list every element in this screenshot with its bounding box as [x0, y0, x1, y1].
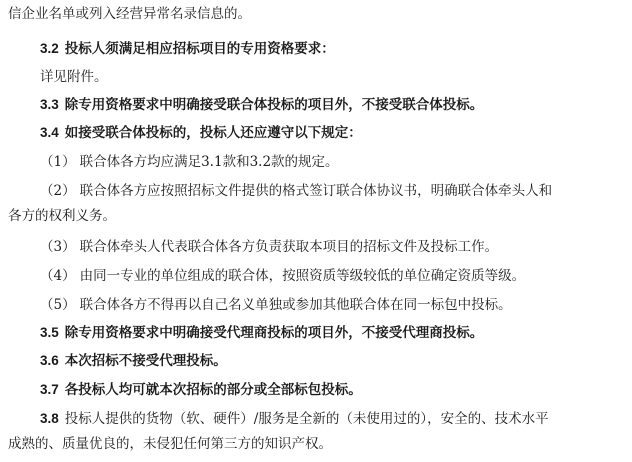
line-1 — [8, 4, 251, 24]
line-1-text: 信企业名单或列入经营异常名录信息的。 — [8, 6, 251, 22]
clause-3-5-text: 除专用资格要求中明确接受代理商投标的项目外，不接受代理商投标。 — [64, 325, 484, 341]
clause-3-4-text: 如接受联合体投标的，投标人还应遵守以下规定： — [64, 125, 362, 141]
clause-3-2 — [40, 39, 335, 59]
sub-item-3-text: 联合体牵头人代表联合体各方负责获取本项目的招标文件及投标工作。 — [79, 239, 499, 255]
sub-item-4-text: 由同一专业的单位组成的联合体，按照资质等级较低的单位确定资质等级。 — [79, 268, 526, 284]
clause-3-8-continuation — [8, 434, 332, 454]
sub-item-2-text: 联合体各方应按照招标文件提供的格式签订联合体协议书，明确联合体牵头人和 — [79, 183, 553, 199]
sub-item-4-number: （4） — [40, 268, 76, 284]
sub-item-4 — [40, 266, 525, 286]
clause-3-7-text: 各投标人均可就本次招标的部分或全部标包投标。 — [64, 382, 362, 398]
sub-item-1-text: 联合体各方均应满足3.1款和3.2款的规定。 — [79, 154, 339, 170]
sub-item-2-continuation-text: 各方的权利义务。 — [8, 208, 116, 224]
clause-3-6-text: 本次招标不接受代理投标。 — [64, 353, 227, 369]
clause-3-7 — [40, 380, 362, 400]
clause-3-2-text: 投标人须满足相应招标项目的专用资格要求： — [64, 41, 335, 57]
clause-3-8-number: 3.8 — [40, 411, 59, 426]
sub-item-5 — [40, 295, 512, 315]
clause-3-3-text: 除专用资格要求中明确接受联合体投标的项目外，不接受联合体投标。 — [64, 97, 484, 113]
sub-item-2 — [40, 181, 552, 201]
sub-item-3 — [40, 237, 498, 257]
clause-3-8-continuation-text: 成熟的、质量优良的，未侵犯任何第三方的知识产权。 — [8, 436, 332, 452]
sub-item-5-text: 联合体各方不得再以自己名义单独或参加其他联合体在同一标包中投标。 — [79, 297, 512, 313]
sub-item-1 — [40, 152, 339, 172]
clause-3-3 — [40, 95, 483, 115]
sub-item-2-continuation — [8, 206, 116, 226]
sub-item-5-number: （5） — [40, 297, 76, 313]
clause-3-8 — [40, 409, 549, 429]
clause-3-6 — [40, 351, 227, 371]
see-attachment-text: 详见附件。 — [40, 69, 108, 85]
sub-item-2-number: （2） — [40, 183, 76, 199]
clause-3-5-number: 3.5 — [40, 325, 59, 340]
clause-3-5 — [40, 323, 483, 343]
sub-item-3-number: （3） — [40, 239, 76, 255]
sub-item-1-number: （1） — [40, 154, 76, 170]
clause-3-6-number: 3.6 — [40, 353, 59, 368]
line-see-attachment — [40, 67, 108, 87]
clause-3-2-number: 3.2 — [40, 41, 59, 56]
clause-3-4-number: 3.4 — [40, 125, 59, 140]
clause-3-7-number: 3.7 — [40, 382, 59, 397]
clause-3-4 — [40, 123, 362, 143]
clause-3-3-number: 3.3 — [40, 97, 59, 112]
clause-3-8-text: 投标人提供的货物（软、硬件）/服务是全新的（未使用过的），安全的、技术水平 — [64, 411, 549, 427]
